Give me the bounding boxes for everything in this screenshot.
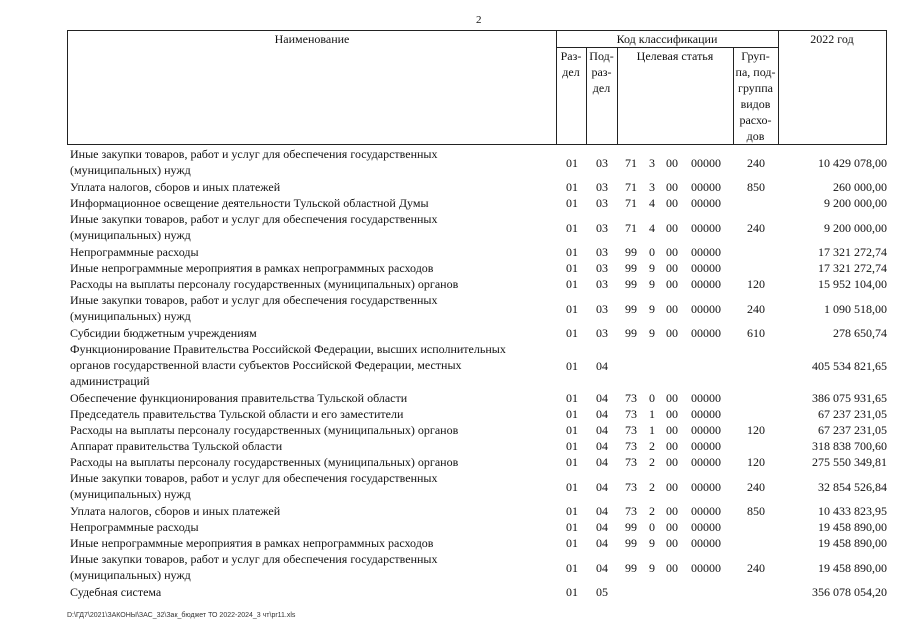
cell-amount: 19 458 890,00 [818, 536, 887, 550]
cell-c2: 9 [649, 536, 655, 550]
cell-c3: 00 [666, 439, 678, 453]
cell-c1: 71 [625, 196, 637, 210]
table-row [67, 179, 887, 195]
cell-c1: 73 [625, 407, 637, 421]
cell-amount: 32 854 526,84 [818, 480, 887, 494]
cell-amount: 386 075 931,65 [812, 391, 887, 405]
cell-c4: 00000 [691, 455, 721, 469]
row-name: Иные непрограммные мероприятия в рамках непрограммных расходов [70, 261, 434, 275]
cell-pr: 04 [596, 480, 608, 494]
cell-c1: 71 [625, 221, 637, 235]
cell-c2: 0 [649, 245, 655, 259]
cell-c2: 4 [649, 196, 655, 210]
cell-amount: 17 321 272,74 [818, 245, 887, 259]
cell-c2: 9 [649, 561, 655, 575]
cell-c2: 9 [649, 302, 655, 316]
cell-vr: 850 [747, 504, 765, 518]
cell-c4: 00000 [691, 277, 721, 291]
cell-amount: 67 237 231,05 [818, 423, 887, 437]
cell-vr: 120 [747, 277, 765, 291]
cell-amount: 17 321 272,74 [818, 261, 887, 275]
table-row [67, 244, 887, 260]
cell-c1: 99 [625, 561, 637, 575]
cell-c4: 00000 [691, 439, 721, 453]
cell-pr: 03 [596, 156, 608, 170]
table-row [67, 276, 887, 292]
cell-c1: 73 [625, 480, 637, 494]
cell-c3: 00 [666, 196, 678, 210]
cell-c3: 00 [666, 245, 678, 259]
cell-amount: 275 550 349,81 [812, 455, 887, 469]
cell-pr: 04 [596, 359, 608, 373]
cell-c3: 00 [666, 407, 678, 421]
cell-c1: 99 [625, 245, 637, 259]
table-row [67, 390, 887, 406]
row-name: Расходы на выплаты персоналу государственных (муниципальных) органов [70, 277, 459, 291]
cell-c3: 00 [666, 561, 678, 575]
cell-r: 01 [566, 277, 578, 291]
cell-c4: 00000 [691, 504, 721, 518]
cell-r: 01 [566, 480, 578, 494]
cell-amount: 318 838 700,60 [812, 439, 887, 453]
cell-amount: 260 000,00 [833, 180, 887, 194]
row-name: Расходы на выплаты персоналу государственных (муниципальных) органов [70, 455, 459, 469]
table-row [67, 584, 887, 600]
table-row [67, 551, 887, 584]
cell-r: 01 [566, 391, 578, 405]
row-name: Уплата налогов, сборов и иных платежей [70, 504, 281, 518]
cell-pr: 03 [596, 245, 608, 259]
cell-r: 01 [566, 196, 578, 210]
cell-amount: 405 534 821,65 [812, 359, 887, 373]
row-name: Иные закупки товаров, работ и услуг для обеспечения государственных (муниципальных) нужд [70, 471, 438, 501]
cell-c3: 00 [666, 504, 678, 518]
cell-amount: 9 200 000,00 [824, 196, 887, 210]
table-row [67, 438, 887, 454]
cell-c1: 99 [625, 277, 637, 291]
cell-c4: 00000 [691, 196, 721, 210]
cell-c4: 00000 [691, 180, 721, 194]
table-row [67, 292, 887, 325]
cell-vr: 240 [747, 561, 765, 575]
cell-r: 01 [566, 504, 578, 518]
cell-vr: 850 [747, 180, 765, 194]
cell-amount: 1 090 518,00 [824, 302, 887, 316]
cell-pr: 04 [596, 423, 608, 437]
cell-r: 01 [566, 520, 578, 534]
cell-pr: 03 [596, 277, 608, 291]
cell-c1: 73 [625, 423, 637, 437]
cell-pr: 04 [596, 536, 608, 550]
cell-amount: 15 952 104,00 [818, 277, 887, 291]
cell-pr: 04 [596, 504, 608, 518]
cell-c4: 00000 [691, 561, 721, 575]
cell-c3: 00 [666, 480, 678, 494]
cell-c3: 00 [666, 326, 678, 340]
row-name: Иные закупки товаров, работ и услуг для обеспечения государственных (муниципальных) нужд [70, 212, 438, 242]
row-name: Обеспечение функционирования правительства Тульской области [70, 391, 408, 405]
cell-c4: 00000 [691, 423, 721, 437]
row-name: Расходы на выплаты персоналу государственных (муниципальных) органов [70, 423, 459, 437]
table-row [67, 146, 887, 179]
cell-c1: 71 [625, 180, 637, 194]
row-name: Функционирование Правительства Российской Федерации, высших исполнительных органов государственной власти субъектов Российской Федерации, местных администраций [70, 342, 506, 388]
cell-c4: 00000 [691, 245, 721, 259]
cell-c2: 1 [649, 407, 655, 421]
cell-c3: 00 [666, 520, 678, 534]
cell-pr: 03 [596, 221, 608, 235]
cell-c3: 00 [666, 455, 678, 469]
row-name: Председатель правительства Тульской области и его заместители [70, 407, 404, 421]
cell-r: 01 [566, 407, 578, 421]
cell-amount: 9 200 000,00 [824, 221, 887, 235]
cell-c3: 00 [666, 156, 678, 170]
cell-c1: 99 [625, 261, 637, 275]
cell-r: 01 [566, 261, 578, 275]
cell-c2: 9 [649, 277, 655, 291]
cell-c3: 00 [666, 180, 678, 194]
cell-vr: 240 [747, 302, 765, 316]
cell-pr: 04 [596, 439, 608, 453]
table-body [67, 146, 887, 600]
cell-c2: 3 [649, 180, 655, 194]
table-row [67, 260, 887, 276]
header-celevaya: Целевая статья [636, 49, 714, 63]
cell-c2: 0 [649, 520, 655, 534]
cell-c3: 00 [666, 221, 678, 235]
cell-c2: 3 [649, 156, 655, 170]
cell-c3: 00 [666, 423, 678, 437]
cell-c4: 00000 [691, 261, 721, 275]
header-podrazdel: Под- раз- дел [589, 49, 614, 95]
cell-r: 01 [566, 455, 578, 469]
cell-r: 01 [566, 585, 578, 599]
cell-amount: 10 429 078,00 [818, 156, 887, 170]
cell-pr: 03 [596, 326, 608, 340]
row-name: Иные закупки товаров, работ и услуг для обеспечения государственных (муниципальных) нужд [70, 552, 438, 582]
cell-vr: 240 [747, 156, 765, 170]
cell-amount: 19 458 890,00 [818, 520, 887, 534]
cell-c1: 99 [625, 536, 637, 550]
cell-pr: 03 [596, 302, 608, 316]
cell-c3: 00 [666, 391, 678, 405]
cell-pr: 04 [596, 520, 608, 534]
table-row [67, 503, 887, 519]
cell-r: 01 [566, 221, 578, 235]
cell-pr: 03 [596, 196, 608, 210]
cell-vr: 240 [747, 221, 765, 235]
cell-c1: 99 [625, 326, 637, 340]
cell-vr: 120 [747, 423, 765, 437]
cell-pr: 03 [596, 180, 608, 194]
cell-c4: 00000 [691, 391, 721, 405]
cell-r: 01 [566, 359, 578, 373]
cell-c2: 0 [649, 391, 655, 405]
row-name: Информационное освещение деятельности Тульской областной Думы [70, 196, 429, 210]
cell-c1: 71 [625, 156, 637, 170]
cell-c3: 00 [666, 277, 678, 291]
cell-pr: 04 [596, 407, 608, 421]
table-row [67, 519, 887, 535]
cell-pr: 05 [596, 585, 608, 599]
cell-amount: 19 458 890,00 [818, 561, 887, 575]
cell-c2: 2 [649, 455, 655, 469]
cell-r: 01 [566, 439, 578, 453]
table-row [67, 535, 887, 551]
cell-r: 01 [566, 326, 578, 340]
cell-pr: 04 [596, 391, 608, 405]
cell-pr: 03 [596, 261, 608, 275]
cell-c4: 00000 [691, 520, 721, 534]
cell-r: 01 [566, 180, 578, 194]
header-year: 2022 год [810, 32, 854, 46]
row-name: Субсидии бюджетным учреждениям [70, 326, 257, 340]
cell-r: 01 [566, 156, 578, 170]
table-row [67, 341, 887, 390]
cell-c1: 73 [625, 439, 637, 453]
row-name: Непрограммные расходы [70, 520, 199, 534]
cell-c2: 9 [649, 261, 655, 275]
cell-c1: 99 [625, 520, 637, 534]
cell-c2: 9 [649, 326, 655, 340]
file-path-footer: D:\ГД7\2021\ЗАКОНЫ\ЗАС_32\Зак_бюджет ТО 2022-2024_3 чт\pr11.xls [67, 612, 296, 619]
header-code: Код классификации [616, 32, 718, 46]
cell-c2: 2 [649, 480, 655, 494]
table-row [67, 195, 887, 211]
cell-c3: 00 [666, 536, 678, 550]
header-razdel: Раз- дел [560, 49, 582, 79]
header-name: Наименование [274, 32, 350, 46]
table-row [67, 422, 887, 438]
row-name: Уплата налогов, сборов и иных платежей [70, 180, 281, 194]
row-name: Аппарат правительства Тульской области [70, 439, 283, 453]
row-name: Иные закупки товаров, работ и услуг для обеспечения государственных (муниципальных) нужд [70, 293, 438, 323]
cell-amount: 67 237 231,05 [818, 407, 887, 421]
table-header [67, 30, 887, 145]
table-row [67, 454, 887, 470]
cell-c4: 00000 [691, 480, 721, 494]
cell-c2: 4 [649, 221, 655, 235]
cell-vr: 240 [747, 480, 765, 494]
cell-amount: 10 433 823,95 [818, 504, 887, 518]
cell-r: 01 [566, 245, 578, 259]
cell-r: 01 [566, 536, 578, 550]
cell-r: 01 [566, 561, 578, 575]
cell-r: 01 [566, 302, 578, 316]
cell-c4: 00000 [691, 536, 721, 550]
cell-vr: 120 [747, 455, 765, 469]
row-name: Иные закупки товаров, работ и услуг для обеспечения государственных (муниципальных) нужд [70, 147, 438, 177]
cell-pr: 04 [596, 561, 608, 575]
cell-c1: 73 [625, 504, 637, 518]
cell-c2: 1 [649, 423, 655, 437]
cell-vr: 610 [747, 326, 765, 340]
cell-c1: 73 [625, 455, 637, 469]
table-row [67, 211, 887, 244]
cell-pr: 04 [596, 455, 608, 469]
cell-c4: 00000 [691, 326, 721, 340]
cell-c2: 2 [649, 439, 655, 453]
cell-c4: 00000 [691, 221, 721, 235]
cell-amount: 278 650,74 [833, 326, 887, 340]
cell-c1: 99 [625, 302, 637, 316]
cell-c4: 00000 [691, 302, 721, 316]
cell-amount: 356 078 054,20 [812, 585, 887, 599]
cell-c4: 00000 [691, 156, 721, 170]
header-gruppa: Груп- па, под- группа видов расхо- дов [735, 49, 776, 143]
cell-c2: 2 [649, 504, 655, 518]
cell-c3: 00 [666, 302, 678, 316]
row-name: Непрограммные расходы [70, 245, 199, 259]
cell-c3: 00 [666, 261, 678, 275]
cell-c4: 00000 [691, 407, 721, 421]
table-row [67, 325, 887, 341]
table-row [67, 470, 887, 503]
row-name: Судебная система [70, 585, 162, 599]
cell-r: 01 [566, 423, 578, 437]
cell-c1: 73 [625, 391, 637, 405]
table-row [67, 406, 887, 422]
page-number: 2 [476, 14, 482, 26]
row-name: Иные непрограммные мероприятия в рамках непрограммных расходов [70, 536, 434, 550]
